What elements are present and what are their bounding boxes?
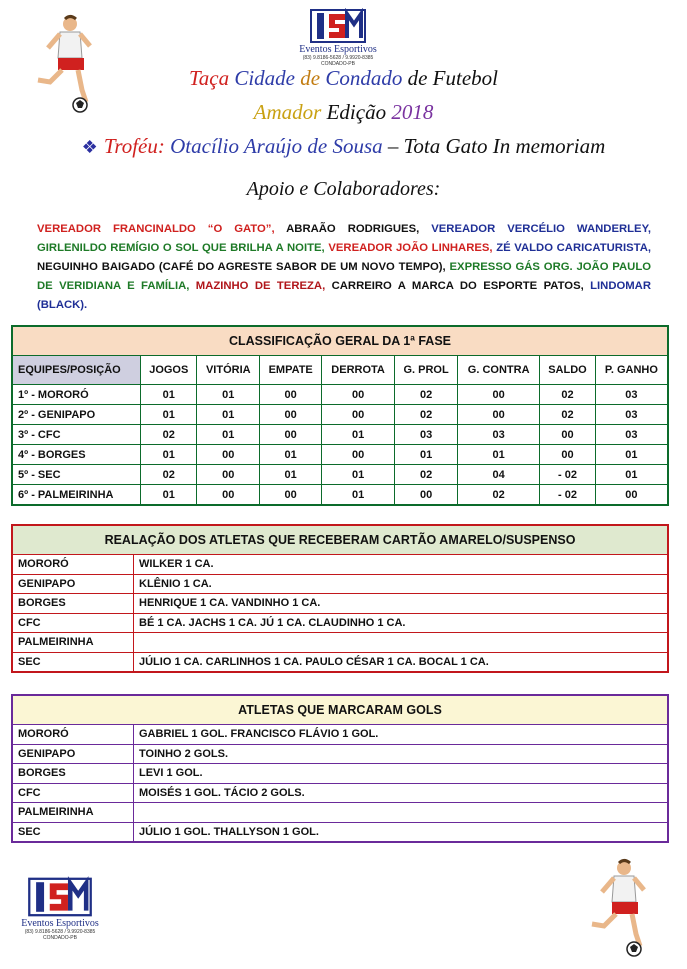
sponsor-name: VEREADOR FRANCINALDO “O GATO”, [37, 223, 287, 235]
stat-cell: 00 [260, 485, 322, 506]
title-run: Edição [326, 100, 392, 124]
table-row [12, 803, 668, 823]
table-row [12, 425, 668, 445]
team-cell: 1º - MORORÓ [12, 385, 141, 405]
team-cell: CFC [12, 613, 134, 633]
title-line-1 [0, 66, 687, 91]
sponsors-paragraph [37, 220, 651, 315]
sponsor-name: ABRAÃO RODRIGUES, [286, 223, 432, 235]
athletes-cell: JÚLIO 1 CA. CARLINHOS 1 CA. PAULO CÉSAR 1 CA. BOCAL 1 CA. [134, 652, 669, 672]
stat-cell: 02 [394, 405, 457, 425]
cards-table [11, 524, 669, 673]
table-row [12, 465, 668, 485]
soccer-player-icon [586, 858, 656, 958]
athletes-cell: MOISÉS 1 GOL. TÁCIO 2 GOLS. [134, 783, 669, 803]
team-cell: 5º - SEC [12, 465, 141, 485]
team-cell: 3º - CFC [12, 425, 141, 445]
stat-cell: 03 [595, 425, 668, 445]
title-run: Taça [189, 66, 235, 90]
stat-cell: 00 [260, 405, 322, 425]
title-run: Amador [253, 100, 327, 124]
team-cell: GENIPAPO [12, 574, 134, 594]
table-caption: REALAÇÃO DOS ATLETAS QUE RECEBERAM CARTÃO AMARELO/SUSPENSO [12, 525, 668, 555]
athletes-cell: BÉ 1 CA. JACHS 1 CA. JÚ 1 CA. CLAUDINHO 1 CA. [134, 613, 669, 633]
stat-cell: 00 [540, 445, 596, 465]
title-run: de [300, 66, 326, 90]
stat-cell: 01 [260, 465, 322, 485]
team-cell: SEC [12, 822, 134, 842]
table-row [12, 822, 668, 842]
athletes-cell: GABRIEL 1 GOL. FRANCISCO FLÁVIO 1 GOL. [134, 725, 669, 745]
stat-cell: 01 [322, 465, 395, 485]
team-cell: MORORÓ [12, 725, 134, 745]
stat-cell: 00 [260, 385, 322, 405]
team-cell: SEC [12, 652, 134, 672]
stat-cell: 02 [141, 465, 197, 485]
column-header: JOGOS [141, 356, 197, 385]
table-row [12, 783, 668, 803]
column-header: EMPATE [260, 356, 322, 385]
title-run: Futebol [432, 66, 498, 90]
stat-cell: 03 [394, 425, 457, 445]
stat-cell: 01 [595, 465, 668, 485]
athletes-cell: HENRIQUE 1 CA. VANDINHO 1 CA. [134, 594, 669, 614]
sponsor-name: LINDOMAR (BLACK). [37, 280, 651, 311]
stat-cell: 00 [394, 485, 457, 506]
title-run: Otacílio Araújo de Sousa [170, 134, 388, 158]
table-row [12, 574, 668, 594]
team-cell: PALMEIRINHA [12, 633, 134, 653]
stat-cell: 00 [322, 405, 395, 425]
stat-cell: 03 [595, 385, 668, 405]
logo-brand: Eventos Esportivos [21, 918, 99, 929]
title-run: Cidade [234, 66, 301, 90]
team-cell: PALMEIRINHA [12, 803, 134, 823]
title-run: 2018 [391, 100, 434, 124]
logo-phones: (83) 9.8186-5628 / 9.9920-8385 [302, 55, 374, 61]
table-row [12, 594, 668, 614]
column-header: VITÓRIA [197, 356, 260, 385]
classification-table [11, 325, 669, 506]
athletes-cell [134, 633, 669, 653]
team-cell: MORORÓ [12, 555, 134, 575]
title-line-3 [0, 134, 687, 159]
sponsor-name: VEREADOR VERCÉLIO WANDERLEY, [431, 223, 651, 235]
stat-cell: 00 [540, 425, 596, 445]
team-cell: 6º - PALMEIRINHA [12, 485, 141, 506]
athletes-cell: WILKER 1 CA. [134, 555, 669, 575]
stat-cell: 01 [260, 445, 322, 465]
title-run: de [407, 66, 433, 90]
table-caption: ATLETAS QUE MARCARAM GOLS [12, 695, 668, 725]
athletes-cell [134, 803, 669, 823]
diamond-bullet-icon: ❖ [81, 137, 98, 157]
table-row [12, 744, 668, 764]
stat-cell: 00 [197, 465, 260, 485]
sponsor-name: ZÉ VALDO CARICATURISTA, [496, 242, 651, 254]
team-cell: 4º - BORGES [12, 445, 141, 465]
column-header: DERROTA [322, 356, 395, 385]
athletes-cell: JÚLIO 1 GOL. THALLYSON 1 GOL. [134, 822, 669, 842]
stat-cell: 00 [322, 385, 395, 405]
stat-cell: 01 [197, 425, 260, 445]
athletes-cell: TOINHO 2 GOLS. [134, 744, 669, 764]
stat-cell: 00 [458, 405, 540, 425]
bottom-logo [14, 876, 106, 941]
stat-cell: - 02 [540, 485, 596, 506]
stat-cell: 03 [595, 405, 668, 425]
table-row [12, 555, 668, 575]
sponsor-name: VEREADOR JOÃO LINHARES, [328, 242, 497, 254]
ism-logo-icon [309, 8, 367, 44]
column-header: SALDO [540, 356, 596, 385]
table-row [12, 445, 668, 465]
stat-cell: 00 [197, 445, 260, 465]
stat-cell: 02 [394, 385, 457, 405]
stat-cell: 01 [458, 445, 540, 465]
table-row [12, 652, 668, 672]
logo-city: CONDADO-PB [321, 61, 355, 67]
logo-phones: (83) 9.8186-5628 / 9.9920-8385 [24, 929, 96, 935]
stat-cell: 01 [141, 485, 197, 506]
stat-cell: 02 [540, 385, 596, 405]
sponsor-name: MAZINHO DE TEREZA, [195, 280, 332, 292]
stat-cell: 01 [394, 445, 457, 465]
team-cell: CFC [12, 783, 134, 803]
table-row [12, 725, 668, 745]
ism-logo-icon [27, 876, 93, 918]
soccer-player-icon [32, 14, 102, 114]
logo-city: CONDADO-PB [43, 935, 77, 941]
table-row [12, 764, 668, 784]
table-caption: CLASSIFICAÇÃO GERAL DA 1ª FASE [12, 326, 668, 356]
column-header: G. CONTRA [458, 356, 540, 385]
title-run: Troféu: [103, 134, 171, 158]
team-cell: BORGES [12, 594, 134, 614]
stat-cell: 01 [141, 385, 197, 405]
stat-cell: 02 [394, 465, 457, 485]
stat-cell: 02 [141, 425, 197, 445]
table-row [12, 613, 668, 633]
goals-table [11, 694, 669, 843]
top-logo [296, 8, 380, 67]
stat-cell: 00 [260, 425, 322, 445]
stat-cell: 02 [458, 485, 540, 506]
stat-cell: 01 [197, 385, 260, 405]
athletes-cell: KLÊNIO 1 CA. [134, 574, 669, 594]
team-cell: GENIPAPO [12, 744, 134, 764]
stat-cell: 00 [322, 445, 395, 465]
stat-cell: 04 [458, 465, 540, 485]
stat-cell: 02 [540, 405, 596, 425]
title-line-2 [0, 100, 687, 125]
stat-cell: - 02 [540, 465, 596, 485]
team-cell: BORGES [12, 764, 134, 784]
sponsor-name: EXPRESSO GÁS ORG. JOÃO PAULO DE VERIDIANA E FAMÍLIA, [37, 261, 652, 292]
stat-cell: 00 [595, 485, 668, 506]
logo-brand: Eventos Esportivos [299, 44, 377, 55]
table-row [12, 385, 668, 405]
stat-cell: 03 [458, 425, 540, 445]
column-header: G. PROL [394, 356, 457, 385]
title-run: Condado [325, 66, 408, 90]
table-row [12, 633, 668, 653]
stat-cell: 00 [458, 385, 540, 405]
stat-cell: 01 [141, 405, 197, 425]
stat-cell: 01 [141, 445, 197, 465]
sponsor-name: GIRLENILDO REMÍGIO O SOL QUE BRILHA A NOITE, [37, 242, 329, 254]
stat-cell: 01 [322, 485, 395, 506]
team-cell: 2º - GENIPAPO [12, 405, 141, 425]
stat-cell: 01 [197, 405, 260, 425]
stat-cell: 00 [197, 485, 260, 506]
column-header: EQUIPES/POSIÇÃO [12, 356, 141, 385]
sponsor-name: NEGUINHO BAIGADO (CAFÉ DO AGRESTE SABOR DE UM NOVO TEMPO), [37, 261, 450, 273]
sponsor-name: CARREIRO A MARCA DO ESPORTE PATOS, [331, 280, 591, 292]
table-row [12, 485, 668, 506]
table-row [12, 405, 668, 425]
title-run: – Tota Gato In memoriam [387, 134, 606, 158]
column-header: P. GANHO [595, 356, 668, 385]
stat-cell: 01 [595, 445, 668, 465]
subtitle: Apoio e Colaboradores: [246, 178, 441, 200]
athletes-cell: LEVI 1 GOL. [134, 764, 669, 784]
stat-cell: 01 [322, 425, 395, 445]
